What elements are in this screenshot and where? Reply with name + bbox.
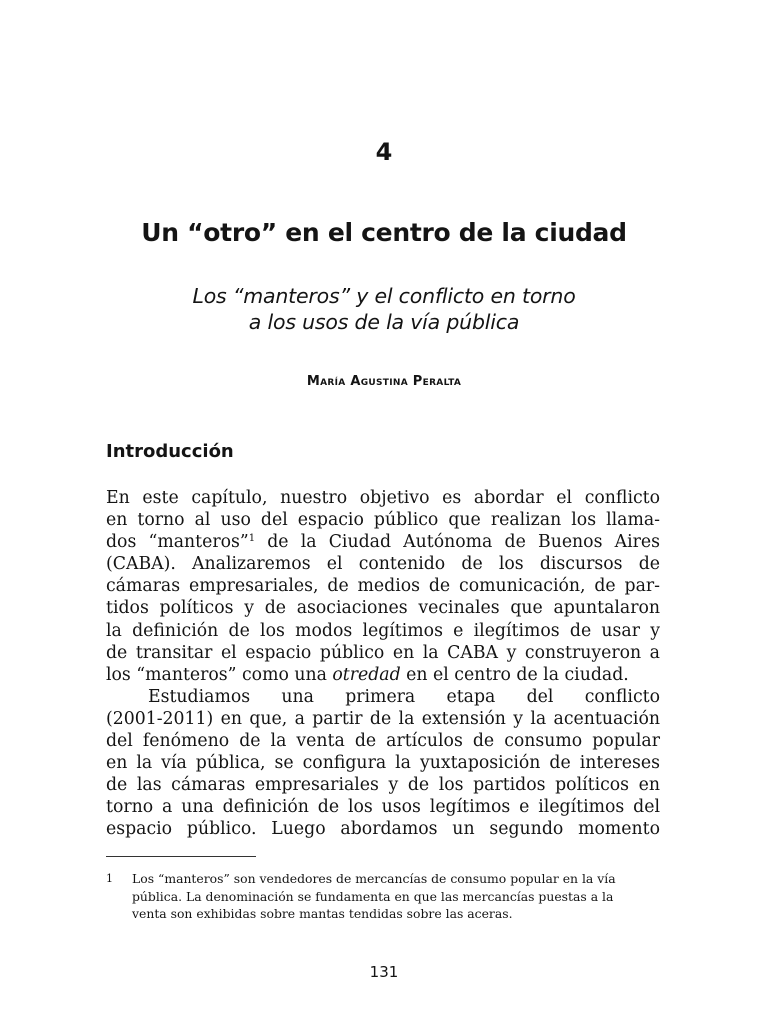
- text-line: (CABA). Analizaremos el contenido de los discursos de: [106, 554, 660, 575]
- text-fragment: dos “manteros”: [106, 532, 249, 553]
- text-line: del fenómeno de la venta de artículos de consumo popular: [106, 731, 660, 752]
- subtitle-line: a los usos de la vía pública: [248, 310, 520, 334]
- text-fragment: los “manteros” como una: [106, 664, 333, 685]
- footnote-line: Los “manteros” son vendedores de mercancías de consumo popular en la vía: [132, 871, 616, 886]
- footnote-line: venta son exhibidas sobre mantas tendidas sobre las aceras.: [132, 906, 513, 921]
- footnote-text: [132, 870, 662, 923]
- text-line: Estudiamos una primera etapa del conflicto: [148, 686, 660, 707]
- footnote-marker: 1: [106, 872, 113, 885]
- page-number: 131: [369, 963, 399, 981]
- body-text: [106, 487, 660, 841]
- chapter-number: 4: [375, 138, 393, 166]
- chapter-title: Un “otro” en el centro de la ciudad: [141, 218, 627, 247]
- footnote-divider: [106, 856, 256, 857]
- footnote-reference[interactable]: 1: [248, 533, 256, 545]
- text-line: [106, 664, 660, 686]
- footnote: [106, 870, 662, 923]
- text-line: en la vía pública, se configura la yuxtaposición de intereses: [106, 753, 660, 774]
- text-line: [106, 531, 660, 553]
- text-line: en torno al uso del espacio público que realizan los llama-: [106, 510, 660, 531]
- text-line: torno a una definición de los usos legítimos e ilegítimos del: [106, 797, 660, 818]
- text-line: tidos políticos y de asociaciones vecinales que apuntalaron: [106, 598, 660, 619]
- text-line: (2001-2011) en que, a partir de la extensión y la acentuación: [106, 708, 660, 729]
- text-fragment: en el centro de la ciudad.: [400, 664, 629, 685]
- text-line: de transitar el espacio público en la CABA y construyeron a: [106, 642, 660, 663]
- text-line: de las cámaras empresariales y de los partidos políticos en: [106, 775, 660, 796]
- section-heading: Introducción: [106, 441, 234, 462]
- text-line: En este capítulo, nuestro objetivo es abordar el conflicto: [106, 488, 660, 508]
- subtitle-line: Los “manteros” y el conflicto en torno: [192, 284, 576, 308]
- author-name: María Agustina Peralta: [306, 374, 462, 389]
- text-line: cámaras empresariales, de medios de comunicación, de par-: [106, 576, 660, 597]
- emphasized-term: otredad: [332, 664, 401, 685]
- footnote-line: pública. La denominación se fundamenta en que las mercancías puestas a la: [132, 888, 614, 904]
- text-line: espacio público. Luego abordamos un segundo momento: [106, 819, 660, 840]
- text-fragment: de la Ciudad Autónoma de Buenos Aires: [255, 532, 660, 553]
- text-line: la definición de los modos legítimos e ilegítimos de usar y: [106, 620, 660, 641]
- chapter-subtitle: [0, 283, 768, 335]
